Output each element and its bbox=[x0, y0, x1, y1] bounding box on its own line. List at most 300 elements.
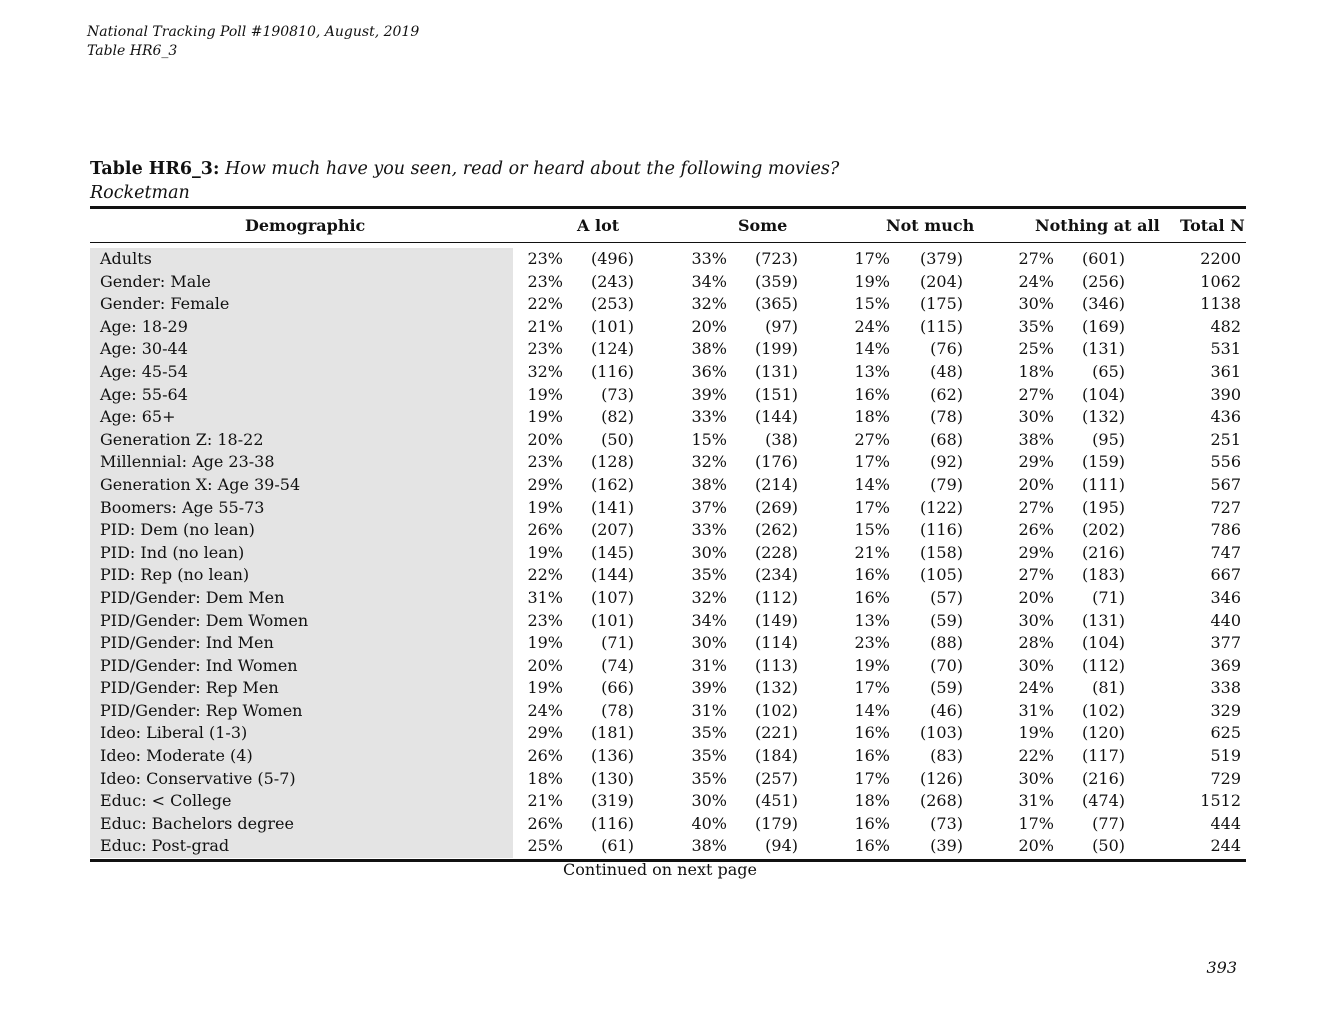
cell-nothing-pct: 27% bbox=[1018, 565, 1054, 585]
cell-nothing-pct: 27% bbox=[1018, 497, 1054, 517]
cell-total-n: 729 bbox=[1210, 768, 1241, 788]
cell-not-much-pct: 16% bbox=[854, 565, 890, 585]
cell-a-lot-n: (61) bbox=[601, 836, 634, 856]
cell-not-much-pct: 14% bbox=[854, 474, 890, 494]
cell-not-much-pct: 18% bbox=[854, 407, 890, 427]
cell-total-n: 567 bbox=[1210, 474, 1241, 494]
table-row bbox=[90, 361, 1246, 384]
cell-a-lot-n: (128) bbox=[590, 452, 634, 472]
cell-not-much-pct: 16% bbox=[854, 587, 890, 607]
cell-nothing-n: (50) bbox=[1092, 836, 1125, 856]
cell-nothing-n: (77) bbox=[1092, 813, 1125, 833]
table-row bbox=[90, 271, 1246, 294]
cell-total-n: 667 bbox=[1210, 565, 1241, 585]
cell-a-lot-pct: 21% bbox=[527, 791, 563, 811]
table-row bbox=[90, 542, 1246, 565]
cell-not-much-pct: 13% bbox=[854, 610, 890, 630]
cell-some-pct: 32% bbox=[691, 452, 727, 472]
cell-nothing-n: (131) bbox=[1081, 339, 1125, 359]
cell-nothing-pct: 38% bbox=[1018, 429, 1054, 449]
cell-total-n: 377 bbox=[1210, 633, 1241, 653]
table-header bbox=[90, 209, 1246, 242]
cell-some-pct: 39% bbox=[691, 384, 727, 404]
cell-not-much-pct: 13% bbox=[854, 361, 890, 381]
cell-not-much-pct: 27% bbox=[854, 429, 890, 449]
cell-not-much-n: (105) bbox=[919, 565, 963, 585]
cell-not-much-pct: 21% bbox=[854, 542, 890, 562]
cell-a-lot-pct: 23% bbox=[527, 452, 563, 472]
cell-nothing-n: (601) bbox=[1081, 249, 1125, 268]
table-row bbox=[90, 835, 1246, 858]
table-row bbox=[90, 610, 1246, 633]
cell-some-pct: 38% bbox=[691, 339, 727, 359]
cell-not-much-pct: 17% bbox=[854, 249, 890, 268]
cell-some-pct: 34% bbox=[691, 610, 727, 630]
cell-some-n: (262) bbox=[754, 520, 798, 540]
cell-nothing-pct: 20% bbox=[1018, 587, 1054, 607]
continued-text: Continued on next page bbox=[563, 860, 757, 879]
cell-a-lot-pct: 23% bbox=[527, 271, 563, 291]
cell-not-much-n: (116) bbox=[919, 520, 963, 540]
cell-not-much-pct: 15% bbox=[854, 520, 890, 540]
row-demographic: PID: Rep (no lean) bbox=[100, 565, 250, 585]
cell-total-n: 1512 bbox=[1200, 791, 1241, 811]
cell-some-pct: 15% bbox=[691, 429, 727, 449]
cell-not-much-pct: 17% bbox=[854, 452, 890, 472]
cell-a-lot-pct: 19% bbox=[527, 497, 563, 517]
row-demographic: Age: 65+ bbox=[100, 407, 176, 427]
cell-nothing-n: (112) bbox=[1081, 655, 1125, 675]
cell-a-lot-n: (243) bbox=[590, 271, 634, 291]
cell-total-n: 436 bbox=[1210, 407, 1241, 427]
cell-a-lot-pct: 21% bbox=[527, 316, 563, 336]
cell-not-much-pct: 14% bbox=[854, 339, 890, 359]
table-row bbox=[90, 632, 1246, 655]
row-demographic: Gender: Female bbox=[100, 294, 230, 314]
cell-a-lot-n: (124) bbox=[590, 339, 634, 359]
table-row bbox=[90, 564, 1246, 587]
row-demographic: Age: 55-64 bbox=[100, 384, 188, 404]
cell-not-much-pct: 17% bbox=[854, 678, 890, 698]
cell-a-lot-pct: 26% bbox=[527, 746, 563, 766]
cell-a-lot-pct: 19% bbox=[527, 633, 563, 653]
cell-some-n: (359) bbox=[754, 271, 798, 291]
row-demographic: PID/Gender: Dem Women bbox=[100, 610, 309, 630]
cell-a-lot-pct: 22% bbox=[527, 294, 563, 314]
row-demographic: Age: 30-44 bbox=[100, 339, 188, 359]
cell-total-n: 1138 bbox=[1200, 294, 1241, 314]
cell-not-much-pct: 15% bbox=[854, 294, 890, 314]
table-row bbox=[90, 519, 1246, 542]
cell-total-n: 244 bbox=[1210, 836, 1241, 856]
cell-a-lot-pct: 31% bbox=[527, 587, 563, 607]
cell-not-much-n: (103) bbox=[919, 723, 963, 743]
cell-not-much-n: (48) bbox=[930, 361, 963, 381]
cell-a-lot-pct: 23% bbox=[527, 249, 563, 268]
cell-a-lot-pct: 25% bbox=[527, 836, 563, 856]
cell-nothing-pct: 20% bbox=[1018, 474, 1054, 494]
cell-nothing-pct: 25% bbox=[1018, 339, 1054, 359]
table-row bbox=[90, 813, 1246, 836]
cell-some-pct: 40% bbox=[691, 813, 727, 833]
cell-nothing-n: (256) bbox=[1081, 271, 1125, 291]
cell-nothing-n: (202) bbox=[1081, 520, 1125, 540]
cell-nothing-pct: 31% bbox=[1018, 700, 1054, 720]
cell-nothing-n: (216) bbox=[1081, 768, 1125, 788]
cell-not-much-n: (115) bbox=[919, 316, 963, 336]
cell-nothing-pct: 18% bbox=[1018, 361, 1054, 381]
cell-not-much-pct: 14% bbox=[854, 700, 890, 720]
row-demographic: PID/Gender: Ind Women bbox=[100, 655, 298, 675]
cell-not-much-n: (70) bbox=[930, 655, 963, 675]
cell-nothing-pct: 30% bbox=[1018, 407, 1054, 427]
cell-nothing-n: (195) bbox=[1081, 497, 1125, 517]
continued-note bbox=[0, 860, 1320, 879]
cell-some-pct: 33% bbox=[691, 407, 727, 427]
cell-total-n: 727 bbox=[1210, 497, 1241, 517]
col-header-total: Total N bbox=[1180, 216, 1245, 235]
cell-a-lot-n: (50) bbox=[601, 429, 634, 449]
cell-not-much-n: (122) bbox=[919, 497, 963, 517]
cell-a-lot-n: (496) bbox=[590, 249, 634, 268]
cell-not-much-n: (59) bbox=[930, 678, 963, 698]
cell-nothing-n: (132) bbox=[1081, 407, 1125, 427]
cell-nothing-n: (104) bbox=[1081, 633, 1125, 653]
cell-not-much-n: (79) bbox=[930, 474, 963, 494]
table-row bbox=[90, 655, 1246, 678]
cell-nothing-pct: 20% bbox=[1018, 836, 1054, 856]
cell-some-n: (94) bbox=[765, 836, 798, 856]
cell-not-much-n: (88) bbox=[930, 633, 963, 653]
cell-some-pct: 32% bbox=[691, 294, 727, 314]
cell-nothing-pct: 24% bbox=[1018, 678, 1054, 698]
cell-a-lot-pct: 26% bbox=[527, 520, 563, 540]
table-title bbox=[90, 157, 839, 205]
cell-some-pct: 30% bbox=[691, 542, 727, 562]
cell-a-lot-n: (116) bbox=[590, 361, 634, 381]
cell-nothing-n: (216) bbox=[1081, 542, 1125, 562]
cell-total-n: 329 bbox=[1210, 700, 1241, 720]
cell-total-n: 390 bbox=[1210, 384, 1241, 404]
cell-some-pct: 38% bbox=[691, 836, 727, 856]
cell-nothing-n: (104) bbox=[1081, 384, 1125, 404]
cell-some-pct: 35% bbox=[691, 723, 727, 743]
cell-not-much-pct: 16% bbox=[854, 746, 890, 766]
cell-not-much-n: (73) bbox=[930, 813, 963, 833]
row-demographic: Age: 45-54 bbox=[100, 361, 188, 381]
cell-nothing-pct: 22% bbox=[1018, 746, 1054, 766]
cell-nothing-pct: 30% bbox=[1018, 655, 1054, 675]
cell-a-lot-pct: 19% bbox=[527, 542, 563, 562]
cell-some-pct: 39% bbox=[691, 678, 727, 698]
cell-a-lot-pct: 23% bbox=[527, 339, 563, 359]
cell-not-much-n: (204) bbox=[919, 271, 963, 291]
cell-nothing-n: (71) bbox=[1092, 587, 1125, 607]
cell-not-much-pct: 17% bbox=[854, 768, 890, 788]
table-row bbox=[90, 451, 1246, 474]
cell-a-lot-n: (71) bbox=[601, 633, 634, 653]
cell-some-pct: 35% bbox=[691, 746, 727, 766]
cell-not-much-pct: 19% bbox=[854, 655, 890, 675]
cell-not-much-pct: 17% bbox=[854, 497, 890, 517]
cell-some-n: (112) bbox=[754, 587, 798, 607]
table-row bbox=[90, 790, 1246, 813]
cell-nothing-pct: 19% bbox=[1018, 723, 1054, 743]
cell-not-much-n: (175) bbox=[919, 294, 963, 314]
col-header-a-lot: A lot bbox=[577, 216, 620, 235]
cell-nothing-n: (159) bbox=[1081, 452, 1125, 472]
cell-not-much-n: (83) bbox=[930, 746, 963, 766]
cell-a-lot-n: (181) bbox=[590, 723, 634, 743]
cell-some-pct: 30% bbox=[691, 791, 727, 811]
page-header bbox=[87, 23, 419, 61]
cell-some-pct: 20% bbox=[691, 316, 727, 336]
cell-a-lot-n: (144) bbox=[590, 565, 634, 585]
cell-some-n: (149) bbox=[754, 610, 798, 630]
cell-some-n: (234) bbox=[754, 565, 798, 585]
row-demographic: Adults bbox=[100, 249, 152, 268]
cell-some-n: (723) bbox=[754, 249, 798, 268]
cell-some-n: (144) bbox=[754, 407, 798, 427]
cell-a-lot-pct: 32% bbox=[527, 361, 563, 381]
cell-some-n: (184) bbox=[754, 746, 798, 766]
cell-nothing-n: (131) bbox=[1081, 610, 1125, 630]
cell-a-lot-n: (82) bbox=[601, 407, 634, 427]
cell-total-n: 361 bbox=[1210, 361, 1241, 381]
col-header-not-much: Not much bbox=[886, 216, 975, 235]
cell-nothing-n: (95) bbox=[1092, 429, 1125, 449]
cell-nothing-pct: 29% bbox=[1018, 452, 1054, 472]
cell-a-lot-n: (66) bbox=[601, 678, 634, 698]
cell-some-n: (199) bbox=[754, 339, 798, 359]
cell-total-n: 338 bbox=[1210, 678, 1241, 698]
cell-nothing-n: (169) bbox=[1081, 316, 1125, 336]
cell-nothing-pct: 35% bbox=[1018, 316, 1054, 336]
cell-a-lot-pct: 29% bbox=[527, 474, 563, 494]
cell-total-n: 251 bbox=[1210, 429, 1241, 449]
row-demographic: Age: 18-29 bbox=[100, 316, 188, 336]
cell-nothing-n: (120) bbox=[1081, 723, 1125, 743]
cell-total-n: 482 bbox=[1210, 316, 1241, 336]
cell-some-n: (228) bbox=[754, 542, 798, 562]
cell-nothing-n: (81) bbox=[1092, 678, 1125, 698]
cell-nothing-pct: 29% bbox=[1018, 542, 1054, 562]
row-demographic: Millennial: Age 23-38 bbox=[100, 452, 275, 472]
cell-not-much-pct: 16% bbox=[854, 723, 890, 743]
row-demographic: PID/Gender: Ind Men bbox=[100, 633, 274, 653]
cell-total-n: 531 bbox=[1210, 339, 1241, 359]
cell-nothing-n: (102) bbox=[1081, 700, 1125, 720]
cell-nothing-n: (474) bbox=[1081, 791, 1125, 811]
cell-a-lot-n: (130) bbox=[590, 768, 634, 788]
cell-a-lot-n: (319) bbox=[590, 791, 634, 811]
cell-a-lot-n: (78) bbox=[601, 700, 634, 720]
cell-total-n: 440 bbox=[1210, 610, 1241, 630]
cell-not-much-n: (59) bbox=[930, 610, 963, 630]
cell-a-lot-pct: 19% bbox=[527, 384, 563, 404]
cell-some-pct: 31% bbox=[691, 700, 727, 720]
cell-total-n: 2200 bbox=[1200, 249, 1241, 268]
cell-not-much-n: (62) bbox=[930, 384, 963, 404]
poll-title: National Tracking Poll #190810, August, 2019 bbox=[87, 24, 420, 40]
row-demographic: PID/Gender: Rep Men bbox=[100, 678, 279, 698]
cell-some-pct: 30% bbox=[691, 633, 727, 653]
cell-a-lot-pct: 24% bbox=[527, 700, 563, 720]
crosstab-table bbox=[90, 206, 1246, 862]
cell-nothing-pct: 17% bbox=[1018, 813, 1054, 833]
cell-a-lot-n: (145) bbox=[590, 542, 634, 562]
table-row bbox=[90, 384, 1246, 407]
cell-not-much-pct: 23% bbox=[854, 633, 890, 653]
row-demographic: Generation X: Age 39-54 bbox=[100, 474, 301, 494]
table-row bbox=[90, 700, 1246, 723]
cell-some-pct: 33% bbox=[691, 249, 727, 268]
cell-some-pct: 34% bbox=[691, 271, 727, 291]
cell-not-much-pct: 18% bbox=[854, 791, 890, 811]
cell-a-lot-pct: 19% bbox=[527, 678, 563, 698]
cell-not-much-n: (158) bbox=[919, 542, 963, 562]
cell-some-pct: 32% bbox=[691, 587, 727, 607]
cell-some-n: (102) bbox=[754, 700, 798, 720]
row-demographic: Ideo: Conservative (5-7) bbox=[100, 768, 296, 788]
cell-not-much-n: (57) bbox=[930, 587, 963, 607]
cell-a-lot-n: (207) bbox=[590, 520, 634, 540]
cell-a-lot-n: (253) bbox=[590, 294, 634, 314]
cell-a-lot-pct: 20% bbox=[527, 655, 563, 675]
cell-not-much-pct: 16% bbox=[854, 836, 890, 856]
cell-a-lot-n: (73) bbox=[601, 384, 634, 404]
cell-not-much-n: (379) bbox=[919, 249, 963, 268]
cell-a-lot-n: (74) bbox=[601, 655, 634, 675]
row-demographic: Ideo: Moderate (4) bbox=[100, 746, 253, 766]
table-id: Table HR6_3 bbox=[87, 43, 178, 59]
cell-a-lot-pct: 22% bbox=[527, 565, 563, 585]
cell-nothing-pct: 30% bbox=[1018, 768, 1054, 788]
table-row bbox=[90, 338, 1246, 361]
row-demographic: Boomers: Age 55-73 bbox=[100, 497, 265, 517]
row-demographic: PID/Gender: Rep Women bbox=[100, 700, 303, 720]
cell-not-much-n: (268) bbox=[919, 791, 963, 811]
table-subtitle: Rocketman bbox=[90, 183, 190, 203]
cell-not-much-n: (46) bbox=[930, 700, 963, 720]
row-demographic: Generation Z: 18-22 bbox=[100, 429, 264, 449]
cell-nothing-n: (346) bbox=[1081, 294, 1125, 314]
cell-nothing-pct: 26% bbox=[1018, 520, 1054, 540]
table-label: Table HR6_3: bbox=[90, 159, 220, 179]
col-header-nothing: Nothing at all bbox=[1035, 216, 1160, 235]
row-demographic: PID: Dem (no lean) bbox=[100, 520, 255, 540]
cell-nothing-n: (117) bbox=[1081, 746, 1125, 766]
cell-some-n: (114) bbox=[754, 633, 798, 653]
cell-some-pct: 35% bbox=[691, 565, 727, 585]
page-number: 393 bbox=[1206, 958, 1237, 977]
cell-a-lot-n: (101) bbox=[590, 316, 634, 336]
cell-not-much-n: (126) bbox=[919, 768, 963, 788]
cell-some-n: (269) bbox=[754, 497, 798, 517]
cell-some-n: (179) bbox=[754, 813, 798, 833]
cell-nothing-pct: 24% bbox=[1018, 271, 1054, 291]
row-demographic: PID/Gender: Dem Men bbox=[100, 587, 285, 607]
cell-some-n: (113) bbox=[754, 655, 798, 675]
cell-a-lot-n: (136) bbox=[590, 746, 634, 766]
row-demographic: Educ: Bachelors degree bbox=[100, 813, 294, 833]
cell-some-n: (151) bbox=[754, 384, 798, 404]
table-row bbox=[90, 745, 1246, 768]
cell-some-n: (451) bbox=[754, 791, 798, 811]
cell-nothing-pct: 28% bbox=[1018, 633, 1054, 653]
col-header-some: Some bbox=[738, 216, 788, 235]
cell-a-lot-pct: 18% bbox=[527, 768, 563, 788]
cell-not-much-n: (68) bbox=[930, 429, 963, 449]
table-row bbox=[90, 316, 1246, 339]
row-demographic: PID: Ind (no lean) bbox=[100, 542, 245, 562]
table-row bbox=[90, 293, 1246, 316]
cell-not-much-pct: 16% bbox=[854, 384, 890, 404]
cell-not-much-n: (78) bbox=[930, 407, 963, 427]
cell-nothing-n: (111) bbox=[1081, 474, 1125, 494]
cell-not-much-pct: 19% bbox=[854, 271, 890, 291]
cell-total-n: 519 bbox=[1210, 746, 1241, 766]
row-demographic: Gender: Male bbox=[100, 271, 211, 291]
cell-some-n: (221) bbox=[754, 723, 798, 743]
cell-a-lot-n: (101) bbox=[590, 610, 634, 630]
cell-a-lot-pct: 23% bbox=[527, 610, 563, 630]
cell-a-lot-n: (141) bbox=[590, 497, 634, 517]
table-row bbox=[90, 768, 1246, 791]
table-row bbox=[90, 248, 1246, 271]
cell-nothing-n: (183) bbox=[1081, 565, 1125, 585]
cell-total-n: 444 bbox=[1210, 813, 1241, 833]
cell-not-much-pct: 16% bbox=[854, 813, 890, 833]
cell-some-n: (38) bbox=[765, 429, 798, 449]
cell-total-n: 369 bbox=[1210, 655, 1241, 675]
cell-not-much-pct: 24% bbox=[854, 316, 890, 336]
cell-some-n: (365) bbox=[754, 294, 798, 314]
cell-total-n: 1062 bbox=[1200, 271, 1241, 291]
table-row bbox=[90, 497, 1246, 520]
cell-a-lot-pct: 26% bbox=[527, 813, 563, 833]
cell-total-n: 346 bbox=[1210, 587, 1241, 607]
row-demographic: Educ: < College bbox=[100, 791, 232, 811]
cell-some-n: (257) bbox=[754, 768, 798, 788]
cell-nothing-pct: 31% bbox=[1018, 791, 1054, 811]
table-row bbox=[90, 587, 1246, 610]
table-row bbox=[90, 474, 1246, 497]
cell-a-lot-pct: 20% bbox=[527, 429, 563, 449]
cell-nothing-pct: 30% bbox=[1018, 610, 1054, 630]
cell-a-lot-pct: 19% bbox=[527, 407, 563, 427]
cell-some-pct: 36% bbox=[691, 361, 727, 381]
table-row bbox=[90, 429, 1246, 452]
cell-some-n: (132) bbox=[754, 678, 798, 698]
table-row bbox=[90, 406, 1246, 429]
table-body bbox=[90, 243, 1246, 859]
cell-not-much-n: (39) bbox=[930, 836, 963, 856]
cell-some-pct: 31% bbox=[691, 655, 727, 675]
cell-some-pct: 37% bbox=[691, 497, 727, 517]
cell-nothing-pct: 30% bbox=[1018, 294, 1054, 314]
cell-some-n: (131) bbox=[754, 361, 798, 381]
cell-a-lot-n: (107) bbox=[590, 587, 634, 607]
cell-some-n: (214) bbox=[754, 474, 798, 494]
cell-a-lot-pct: 29% bbox=[527, 723, 563, 743]
cell-not-much-n: (92) bbox=[930, 452, 963, 472]
cell-total-n: 625 bbox=[1210, 723, 1241, 743]
table-row bbox=[90, 677, 1246, 700]
cell-a-lot-n: (162) bbox=[590, 474, 634, 494]
cell-some-pct: 38% bbox=[691, 474, 727, 494]
cell-not-much-n: (76) bbox=[930, 339, 963, 359]
